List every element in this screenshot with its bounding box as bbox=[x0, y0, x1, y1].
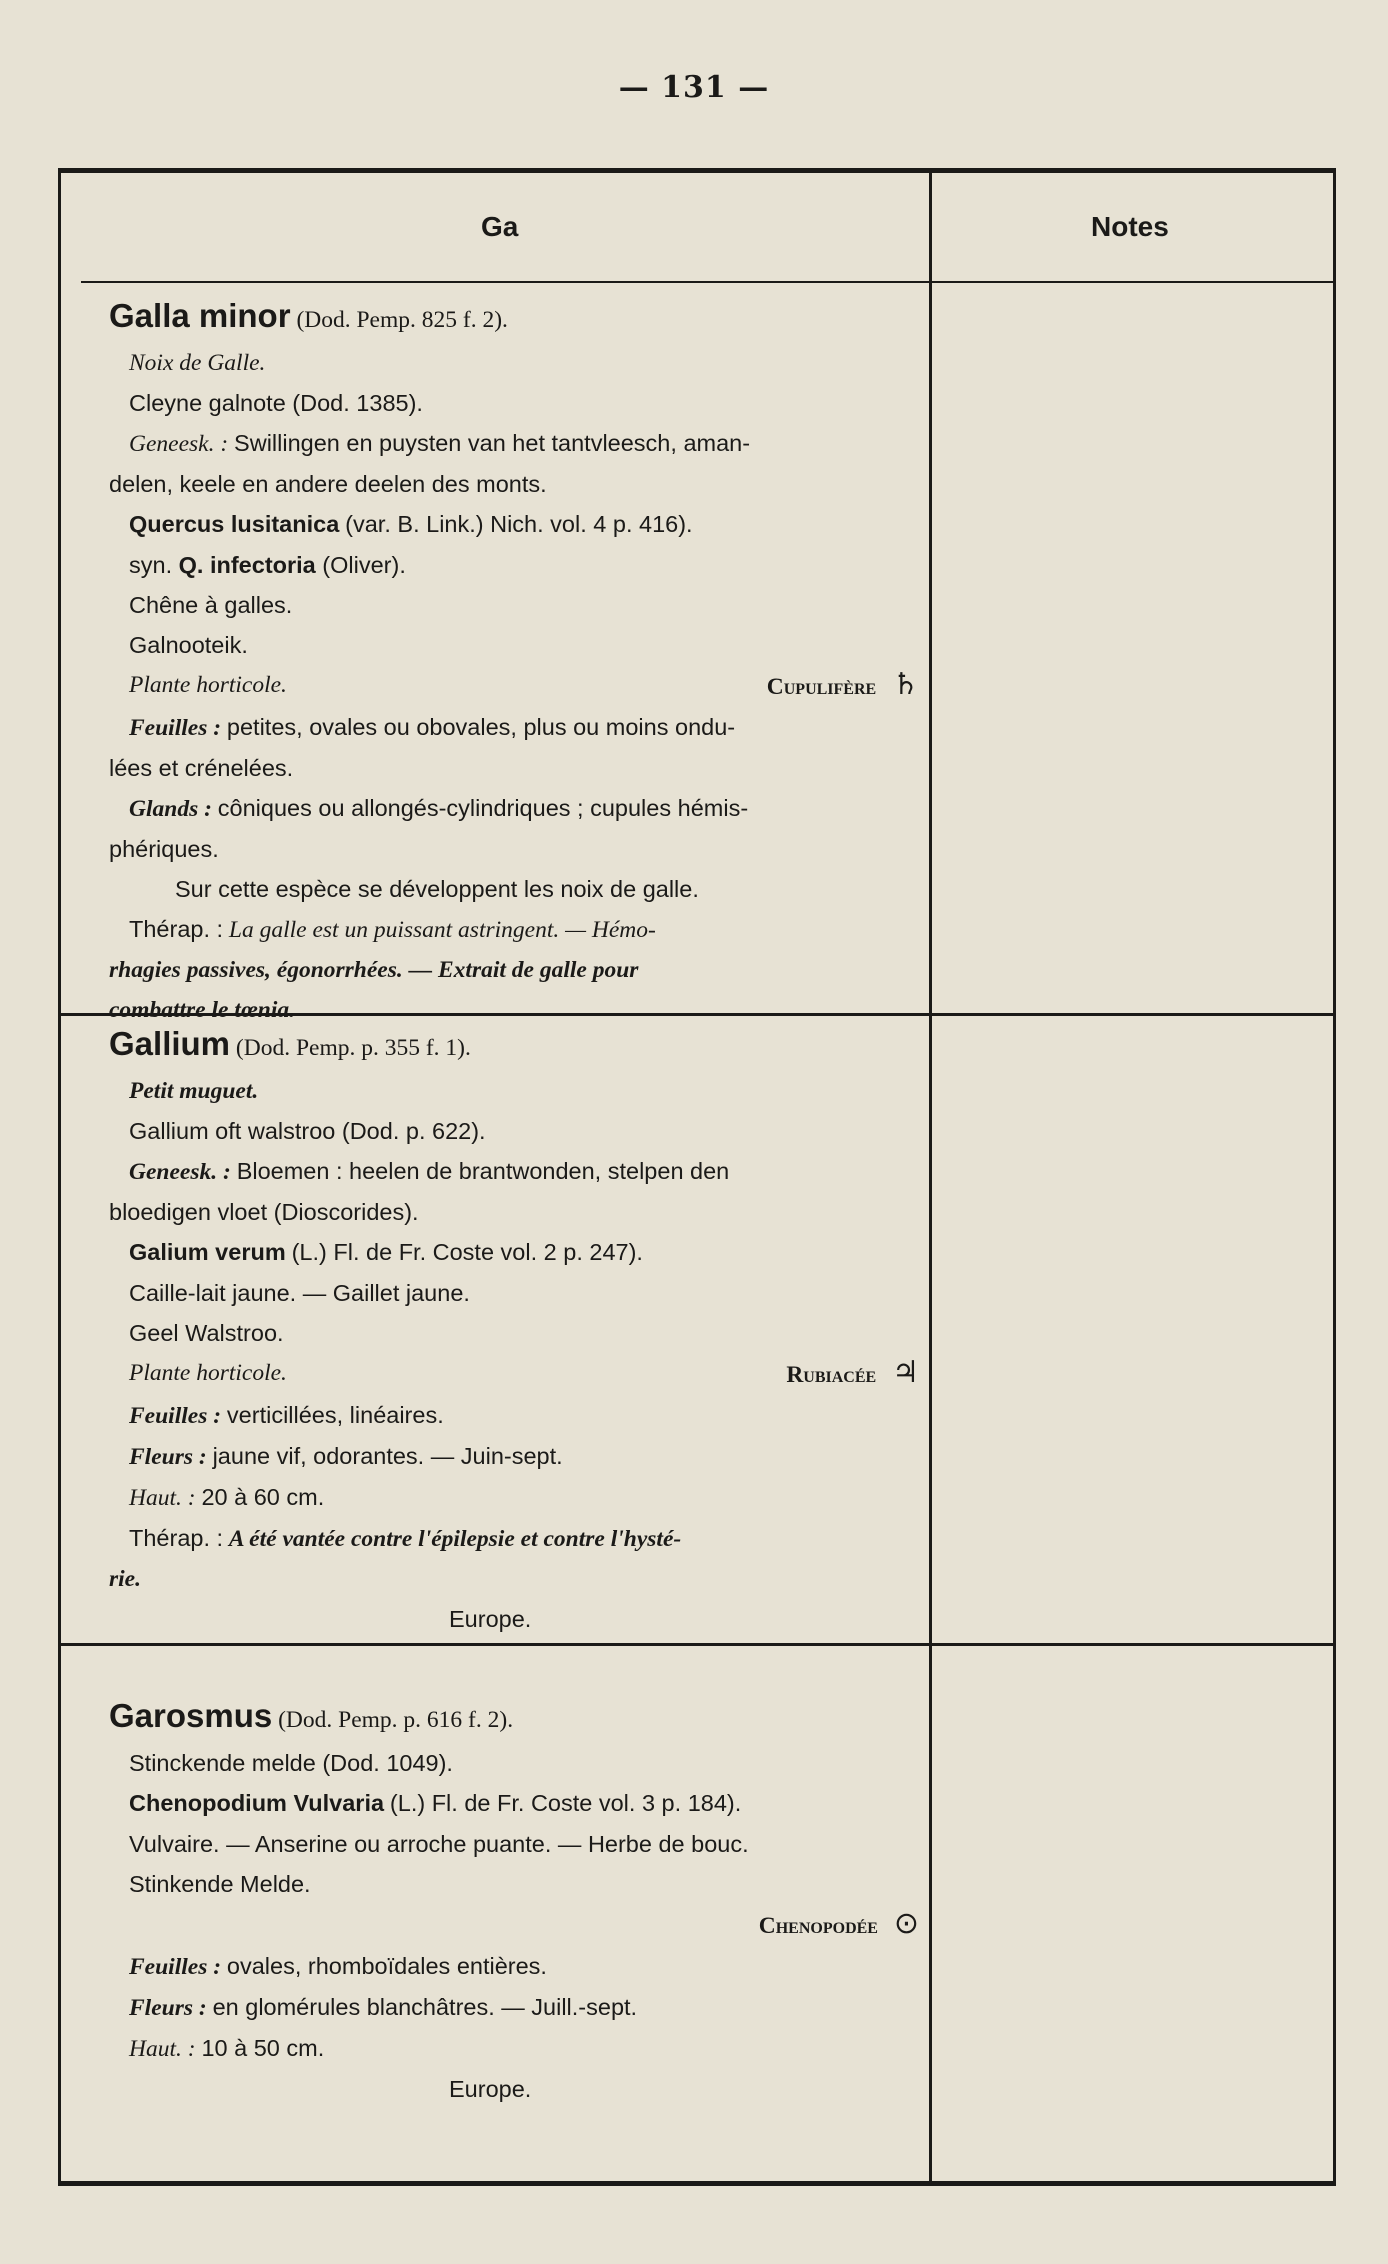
synonym-name: Q. infectoria bbox=[178, 552, 316, 578]
species-reference: (L.) Fl. de Fr. Coste vol. 3 p. 184). bbox=[389, 1790, 742, 1816]
flemish-name-line: Gallium oft walstroo (Dod. p. 622). bbox=[129, 1118, 486, 1144]
region: Europe. bbox=[449, 2076, 532, 2102]
entry-note: Sur cette espèce se développent les noix de galle. bbox=[175, 876, 699, 902]
therap-label: Thérap. : bbox=[129, 916, 224, 942]
entry-title: Garosmus bbox=[109, 1697, 273, 1734]
fleurs-text: en glomérules blanchâtres. — Juill.-sept. bbox=[212, 1994, 638, 2020]
annual-symbol-icon: ⊙ bbox=[893, 1907, 919, 1940]
entry-reference: (Dod. Pemp. p. 355 f. 1). bbox=[235, 1035, 471, 1061]
syn-prefix: syn. bbox=[129, 552, 173, 578]
feuilles-label: Feuilles : bbox=[129, 715, 222, 741]
french-common-name: Petit muguet. bbox=[129, 1078, 259, 1104]
page-number: — 131 — bbox=[618, 70, 770, 105]
column-header-ga: Ga bbox=[481, 211, 519, 242]
row-divider-2 bbox=[61, 1643, 1333, 1646]
entry-reference: (Dod. Pemp. 825 f. 2). bbox=[296, 307, 508, 333]
flemish-name-line: Cleyne galnote (Dod. 1385). bbox=[129, 390, 423, 416]
glands-label: Glands : bbox=[129, 796, 212, 822]
species-name: Chenopodium Vulvaria bbox=[129, 1790, 385, 1816]
region: Europe. bbox=[449, 1606, 532, 1632]
haut-label: Haut. : bbox=[129, 2036, 196, 2062]
french-name: Chêne à galles. bbox=[129, 592, 293, 618]
feuilles-text: petites, ovales ou obovales, plus ou moins ondu- bbox=[226, 714, 736, 740]
entry-galla-minor bbox=[109, 293, 979, 1030]
geneesk-text: Swillingen en puysten van het tantvleesch, aman- bbox=[234, 430, 751, 456]
therap-text: A été vantée contre l'épilepsie et contre l'hysté- bbox=[228, 1526, 682, 1552]
fleurs-label: Fleurs : bbox=[129, 1444, 207, 1470]
header-rule-notes bbox=[932, 281, 1333, 283]
geneesk-label: Geneesk. : bbox=[129, 431, 229, 457]
french-name: Caille-lait jaune. — Gaillet jaune. bbox=[129, 1280, 470, 1306]
therap-text-cont: rie. bbox=[109, 1566, 141, 1592]
entry-title: Gallium bbox=[109, 1025, 231, 1062]
species-reference: (var. B. Link.) Nich. vol. 4 p. 416). bbox=[345, 511, 693, 537]
dutch-name: Stinkende Melde. bbox=[129, 1871, 311, 1897]
therap-label: Thérap. : bbox=[129, 1525, 224, 1551]
entry-garosmus bbox=[109, 1693, 979, 2109]
haut-label: Haut. : bbox=[129, 1485, 196, 1511]
plant-family: Chenopodée bbox=[758, 1913, 878, 1939]
haut-text: 20 à 60 cm. bbox=[201, 1484, 325, 1510]
geneesk-text-cont: delen, keele en andere deelen des monts. bbox=[109, 471, 547, 497]
feuilles-text: verticillées, linéaires. bbox=[226, 1402, 444, 1428]
entry-reference: (Dod. Pemp. p. 616 f. 2). bbox=[278, 1707, 514, 1733]
shrub-symbol-icon: ♄ bbox=[892, 668, 919, 701]
plant-type: Plante horticole. bbox=[129, 672, 287, 698]
geneesk-text: Bloemen : heelen de brantwonden, stelpen den bbox=[236, 1158, 730, 1184]
glands-text: côniques ou allongés-cylindriques ; cupules hémis- bbox=[217, 795, 749, 821]
therap-text-cont: rhagies passives, égonorrhées. — Extrait de galle pour bbox=[109, 957, 639, 983]
entry-title: Galla minor bbox=[109, 297, 291, 334]
plant-family: Cupulifère bbox=[766, 674, 877, 700]
dutch-name: Galnooteik. bbox=[129, 632, 248, 658]
feuilles-text-cont: lées et crénelées. bbox=[109, 755, 294, 781]
species-reference: (L.) Fl. de Fr. Coste vol. 2 p. 247). bbox=[291, 1239, 643, 1265]
fleurs-text: jaune vif, odorantes. — Juin-sept. bbox=[212, 1443, 563, 1469]
entry-gallium bbox=[109, 1021, 979, 1639]
feuilles-text: ovales, rhomboïdales entières. bbox=[226, 1953, 547, 1979]
herbal-table bbox=[58, 168, 1336, 2186]
geneesk-label: Geneesk. : bbox=[129, 1159, 231, 1185]
feuilles-label: Feuilles : bbox=[129, 1954, 222, 1980]
haut-text: 10 à 50 cm. bbox=[201, 2035, 325, 2061]
geneesk-text-cont: bloedigen vloet (Dioscorides). bbox=[109, 1199, 419, 1225]
species-name: Quercus lusitanica bbox=[129, 511, 340, 537]
french-common-name: Noix de Galle. bbox=[129, 350, 266, 376]
column-header-notes: Notes bbox=[1091, 211, 1169, 242]
fleurs-label: Fleurs : bbox=[129, 1995, 207, 2021]
flemish-name-line: Stinckende melde (Dod. 1049). bbox=[129, 1750, 453, 1776]
therap-text-end: combattre le tœnia. bbox=[109, 997, 296, 1023]
dutch-name: Geel Walstroo. bbox=[129, 1320, 284, 1346]
header-rule-main bbox=[81, 281, 929, 283]
french-name: Vulvaire. — Anserine ou arroche puante. — Herbe de bouc. bbox=[129, 1831, 749, 1857]
feuilles-label: Feuilles : bbox=[129, 1403, 222, 1429]
therap-text: La galle est un puissant astringent. — Hémo- bbox=[228, 917, 656, 943]
synonym-reference: (Oliver). bbox=[322, 552, 406, 578]
glands-text-cont: phériques. bbox=[109, 836, 219, 862]
plant-type: Plante horticole. bbox=[129, 1360, 287, 1386]
perennial-symbol-icon: ♃ bbox=[892, 1356, 919, 1389]
species-name: Galium verum bbox=[129, 1239, 286, 1265]
plant-family: Rubiacée bbox=[786, 1362, 877, 1388]
